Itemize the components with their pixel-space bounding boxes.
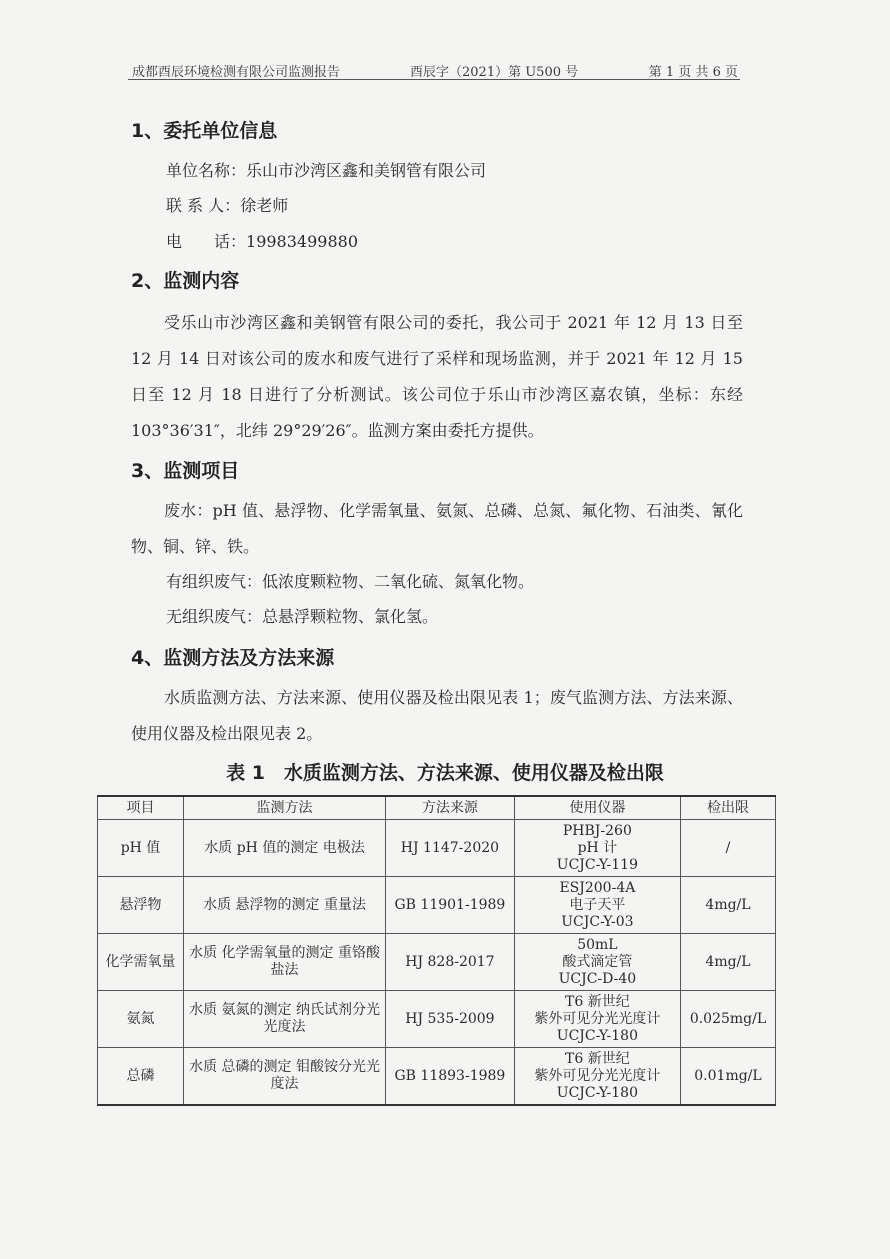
section2-paragraph: 受乐山市沙湾区鑫和美钢管有限公司的委托，我公司于 2021 年 12 月 13 日至 12 月 14 日对该公司的废水和废气进行了采样和现场监测，并于 2021 年 12 月 15 日至 12 月 18 日进行了分析测试。该公司位于乐山市沙湾区嘉农镇，坐标：东经 103°36′31″，北纬 29°29′26″。监测方案由委托方提供。 xyxy=(131,313,743,440)
instrument-model: PHBJ-260 xyxy=(562,822,632,839)
table-row xyxy=(98,1048,776,1106)
row-item: 氨氮 xyxy=(98,991,184,1048)
table-row xyxy=(98,934,776,991)
instrument-name: 紫外可见分光光度计 xyxy=(534,1010,661,1027)
row-method: 水质 pH 值的测定 电极法 xyxy=(184,820,386,877)
section4-title: 4、监测方法及方法来源 xyxy=(131,647,335,669)
row-source: HJ 1147-2020 xyxy=(386,820,515,877)
unorganized-gas-items: 无组织废气：总悬浮颗粒物、氯化氢。 xyxy=(166,607,439,626)
table-row xyxy=(98,991,776,1048)
row-method: 水质 氨氮的测定 纳氏试剂分光光度法 xyxy=(184,991,386,1048)
header-instrument: 使用仪器 xyxy=(514,796,680,820)
section2-title: 2、监测内容 xyxy=(131,270,240,292)
row-instrument xyxy=(514,1048,680,1106)
table1-title: 表 1 水质监测方法、方法来源、使用仪器及检出限 xyxy=(226,762,664,784)
section1-title: 1、委托单位信息 xyxy=(131,120,278,142)
phone-row xyxy=(166,229,358,252)
row-limit: 4mg/L xyxy=(680,877,775,934)
table-row xyxy=(98,820,776,877)
instrument-name: 酸式滴定管 xyxy=(562,953,633,970)
header-company: 成都酉辰环境检测有限公司监测报告 xyxy=(132,65,341,80)
wastewater-items: 废水：pH 值、悬浮物、化学需氧量、氨氮、总磷、总氮、氟化物、石油类、氰化物、铜、锌、铁。 xyxy=(131,501,743,556)
instrument-code: UCJC-Y-180 xyxy=(556,1027,638,1044)
row-source: GB 11893-1989 xyxy=(386,1048,515,1106)
row-limit: / xyxy=(680,820,775,877)
row-method: 水质 悬浮物的测定 重量法 xyxy=(184,877,386,934)
section4-paragraph: 水质监测方法、方法来源、使用仪器及检出限见表 1；废气监测方法、方法来源、使用仪器及检出限见表 2。 xyxy=(131,688,743,743)
contact-row xyxy=(166,193,288,216)
row-limit: 4mg/L xyxy=(680,934,775,991)
unit-name-value: 乐山市沙湾区鑫和美钢管有限公司 xyxy=(246,161,487,180)
contact-value: 徐老师 xyxy=(240,196,289,215)
header-report-number: 酉辰字（2021）第 U500 号 xyxy=(410,65,579,80)
row-method: 水质 总磷的测定 钼酸铵分光光度法 xyxy=(184,1048,386,1106)
water-methods-table xyxy=(97,795,776,1106)
header-item: 项目 xyxy=(98,796,184,820)
row-item: 总磷 xyxy=(98,1048,184,1106)
instrument-model: T6 新世纪 xyxy=(565,1050,630,1067)
instrument-code: UCJC-Y-180 xyxy=(556,1084,638,1101)
organized-gas-items: 有组织废气：低浓度颗粒物、二氧化硫、氮氧化物。 xyxy=(166,572,535,591)
instrument-model: 50mL xyxy=(577,936,618,953)
phone-label: 电 话： xyxy=(166,232,247,251)
row-item: 悬浮物 xyxy=(98,877,184,934)
section3-title: 3、监测项目 xyxy=(131,460,240,482)
row-item: 化学需氧量 xyxy=(98,934,184,991)
row-source: HJ 828-2017 xyxy=(386,934,515,991)
contact-label: 联 系 人： xyxy=(166,196,241,215)
row-instrument xyxy=(514,991,680,1048)
header-source: 方法来源 xyxy=(386,796,515,820)
instrument-name: pH 计 xyxy=(577,839,618,856)
instrument-name: 电子天平 xyxy=(569,896,626,913)
row-limit: 0.01mg/L xyxy=(680,1048,775,1106)
header-page-info: 第 1 页 共 6 页 xyxy=(648,65,738,80)
row-source: HJ 535-2009 xyxy=(386,991,515,1048)
instrument-model: T6 新世纪 xyxy=(565,993,630,1010)
instrument-name: 紫外可见分光光度计 xyxy=(534,1067,661,1084)
instrument-code: UCJC-D-40 xyxy=(558,970,637,987)
instrument-code: UCJC-Y-119 xyxy=(556,856,638,873)
header-method: 监测方法 xyxy=(184,796,386,820)
header-limit: 检出限 xyxy=(680,796,775,820)
row-item: pH 值 xyxy=(98,820,184,877)
row-instrument xyxy=(514,934,680,991)
row-source: GB 11901-1989 xyxy=(386,877,515,934)
instrument-model: ESJ200-4A xyxy=(559,879,636,896)
header-divider xyxy=(128,79,740,80)
row-instrument xyxy=(514,877,680,934)
instrument-code: UCJC-Y-03 xyxy=(561,913,634,930)
row-instrument xyxy=(514,820,680,877)
page-header xyxy=(128,58,740,80)
row-limit: 0.025mg/L xyxy=(680,991,775,1048)
phone-value: 19983499880 xyxy=(246,232,358,251)
unit-name-label: 单位名称： xyxy=(166,161,247,180)
row-method: 水质 化学需氧量的测定 重铬酸盐法 xyxy=(184,934,386,991)
table-header-row xyxy=(98,796,776,820)
unit-name-row xyxy=(166,158,486,181)
table-row xyxy=(98,877,776,934)
